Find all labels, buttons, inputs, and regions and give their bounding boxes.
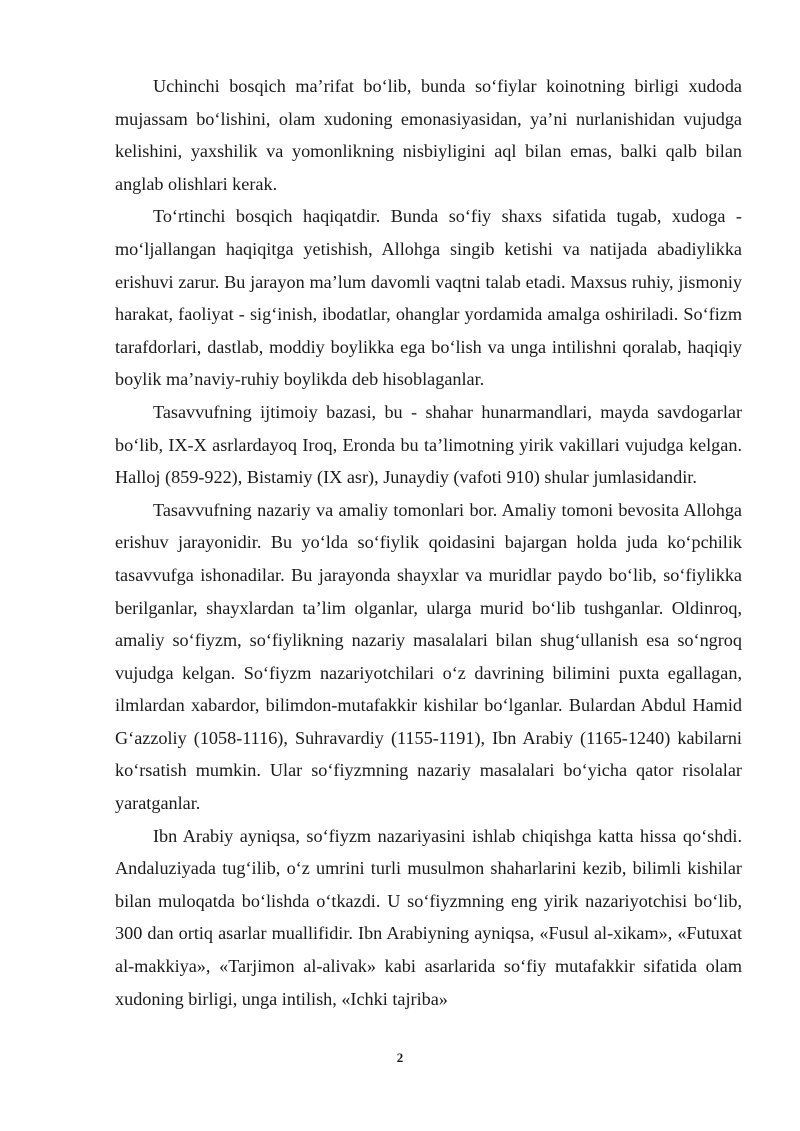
paragraph-stage-four: To‘rtinchi bosqich haqiqatdir. Bunda so‘fiy shaxs sifatida tugab, xudoga - mo‘ljallangan haqiqitga yetishish, Allohga singib ketishi va natijada abadiylikka erishuvi zarur. Bu jarayon ma’lum davomli vaqtni talab etadi. Maxsus ruhiy, jismoniy harakat, faoliyat - sig‘inish, ibodatlar, ohanglar yordamida amalga oshiriladi. So‘fizm tarafdorlari, dastlab, moddiy boylikka ega bo‘lish va unga intilishni qoralab, haqiqiy boylik ma’naviy-ruhiy boylikda deb hisoblaganlar. xyxy=(115,206,742,390)
document-body xyxy=(115,70,742,1015)
paragraph-ibn-arabi: Ibn Arabiy ayniqsa, so‘fiyzm nazariyasini ishlab chiqishga katta hissa qo‘shdi. Andaluziyada tug‘ilib, o‘z umrini turli musulmon shaharlarini kezib, bilimli kishilar bilan muloqatda bo‘lishda o‘tkazdi. U so‘fiyzmning eng yirik nazariyotchisi bo‘lib, 300 dan ortiq asarlar muallifidir. Ibn Arabiyning ayniqsa, «Fusul al-xikam», «Futuxat al-makkiya», «Tarjimon al-alivak» kabi asarlarida so‘fiy mutafakkir sifatida olam xudoning birligi, unga intilish, «Ichki tajriba» xyxy=(115,825,742,1009)
paragraph-stage-three: Uchinchi bosqich ma’rifat bo‘lib, bunda so‘fiylar koinotning birligi xudoda mujassam bo‘lishini, olam xudoning emonasiyasidan, ya’ni nurlanishidan vujudga kelishini, yaxshilik va yomonlikning nisbiyligini aql bilan emas, balki qalb bilan anglab olishlari kerak. xyxy=(115,76,742,194)
page-number: 2 xyxy=(396,1050,404,1065)
paragraph-social-base: Tasavvufning ijtimoiy bazasi, bu - shahar hunarmandlari, mayda savdogarlar bo‘lib, IX-X asrlardayoq Iroq, Eronda bu ta’limotning yirik vakillari vujudga kelgan. Halloj (859-922), Bistamiy (IX asr), Junaydiy (vafoti 910) shular jumlasidandir. xyxy=(115,401,742,488)
paragraph-theory-practice: Tasavvufning nazariy va amaliy tomonlari bor. Amaliy tomoni bevosita Allohga erishuv jarayonidir. Bu yo‘lda so‘fiylik qoidasini bajargan holda juda ko‘pchilik tasavvufga ishonadilar. Bu jarayonda shayxlar va muridlar paydo bo‘lib, so‘fiylikka berilganlar, shayxlardan ta’lim olganlar, ularga murid bo‘lib tushganlar. Oldinroq, amaliy so‘fiyzm, so‘fiylikning nazariy masalalari bilan shug‘ullanish esa so‘ngroq vujudga kelgan. So‘fiyzm nazariyotchilari o‘z davrining bilimini puxta egallagan, ilmlardan xabardor, bilimdon-mutafakkir kishilar bo‘lganlar. Bulardan Abdul Hamid G‘azzoliy (1058-1116), Suhravardiy (1155-1191), Ibn Arabiy (1165-1240) kabilarni ko‘rsatish mumkin. Ular so‘fiyzmning nazariy masalalari bo‘yicha qator risolalar yaratganlar. xyxy=(115,499,742,814)
